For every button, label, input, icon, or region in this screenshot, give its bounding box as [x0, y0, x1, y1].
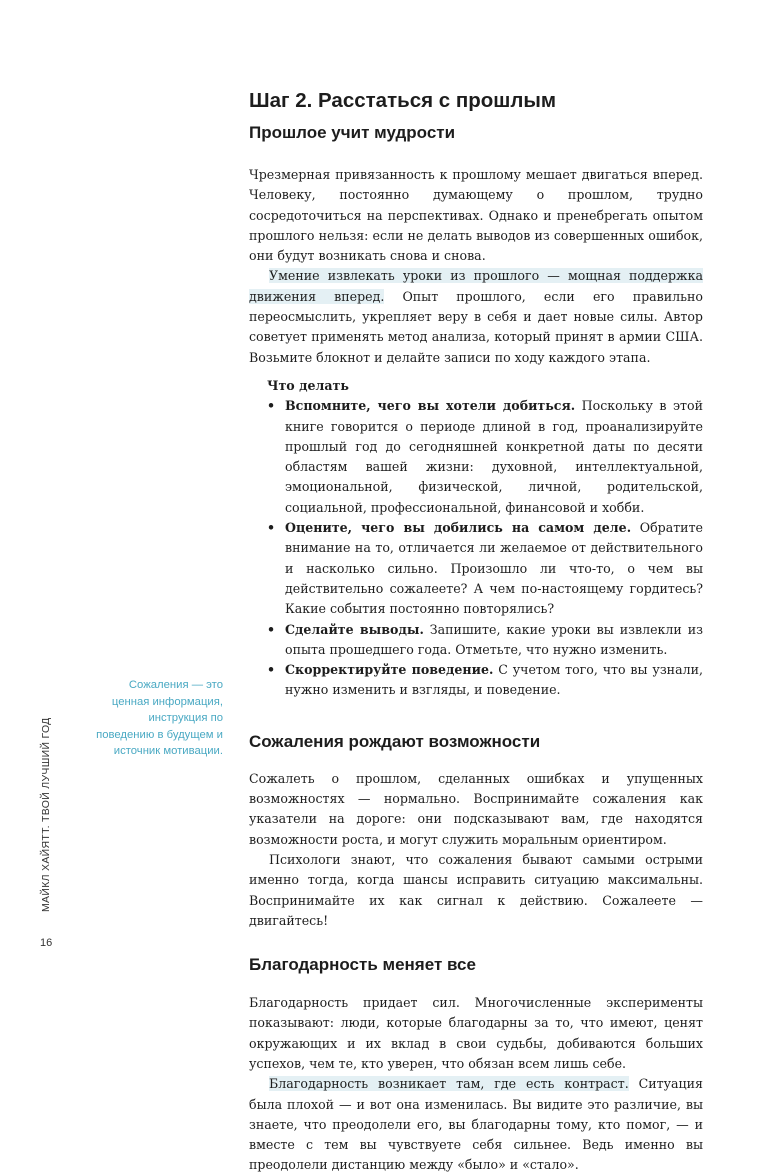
- list-item: [267, 518, 703, 619]
- todo-title: Что делать: [267, 377, 349, 393]
- list-item-lead: Вспомните, чего вы хотели добиться.: [285, 398, 576, 414]
- list-item: [267, 396, 703, 518]
- step-title: Шаг 2. Расстаться с прошлым: [249, 89, 557, 112]
- paragraph: [249, 266, 703, 367]
- section-title-regrets: Сожаления рождают возможности: [249, 731, 541, 751]
- list-item-lead: Сделайте выводы.: [285, 621, 424, 637]
- list-item-text: Запишите, какие уроки вы извлекли из опыта прошедшего года. Отметьте, что нужно изменить.: [285, 621, 703, 657]
- paragraph: Психологи знают, что сожаления бывают самыми острыми именно тогда, когда шансы исправить ситуацию максимальны. Воспринимайте их как сигнал к действию. Сожалеете — двигайтесь!: [249, 851, 703, 928]
- paragraph-text: Опыт прошлого, если его правильно переосмыслить, укрепляет веру в себя и дает новые силы. Автор советует применять метод анализа, который принят в армии США. Возьмите блокнот и делайте записи по ходу каждого этапа.: [249, 288, 703, 365]
- todo-block: [267, 376, 703, 701]
- list-item-lead: Оцените, чего вы добились на самом деле.: [285, 520, 632, 536]
- bullet-icon: •: [267, 398, 276, 414]
- list-item-lead: Скорректируйте поведение.: [285, 662, 494, 678]
- section-title-gratitude: Благодарность меняет все: [249, 955, 476, 975]
- page-number: 16: [40, 937, 53, 949]
- bullet-icon: •: [267, 662, 276, 678]
- bullet-icon: •: [267, 520, 276, 536]
- paragraph: Благодарность придает сил. Многочисленные эксперименты показывают: люди, которые благодарны за то, что имеют, ценят окружающих и их вклад в свои судьбы, добиваются больших успехов, чем те, кто уверен, что обязан всем лишь себе.: [249, 995, 703, 1071]
- list-item: [267, 660, 703, 701]
- highlighted-text: Умение извлекать уроки из прошлого — мощная поддержка движения вперед.: [249, 268, 703, 304]
- bullet-icon: •: [267, 621, 276, 637]
- paragraph-text: Ситуация была плохой — и вот она изменилась. Вы видите это различие, вы знаете, что преодолели его, вы благодарны тому, кто помог, — и вместе с тем вы чувствуете себя сильнее. Ведь именно вы преодолели дистанцию между «было» и «стало».: [249, 1076, 703, 1173]
- highlighted-text: Благодарность возникает там, где есть контраст.: [269, 1076, 629, 1092]
- paragraph: [249, 1074, 703, 1175]
- paragraph: Чрезмерная привязанность к прошлому мешает двигаться вперед. Человеку, постоянно думающему о прошлом, трудно сосредоточиться на перспективах. Однако и пренебрегать опытом прошлого нельзя: если не делать выводов из совершенных ошибок, они будут возникать снова и снова.: [249, 167, 703, 264]
- running-head: МАЙКЛ ХАЙЯТТ. ТВОЙ ЛУЧШИЙ ГОД: [40, 717, 52, 912]
- todo-list: [267, 396, 703, 700]
- list-item-text: Обратите внимание на то, отличается ли желаемое от действительного и насколько сильно. Произошло ли что-то, о чем вы действительно сожалеете? А чем по-настоящему гордитесь? Какие события постоянно повторялись?: [285, 520, 703, 617]
- list-item-text: Поскольку в этой книге говорится о периоде длиной в год, проанализируйте прошлый год до сегодняшней конкретной даты по десяти областям вашей жизни: духовной, интеллектуальной, эмоциональной, физической, личной, родительской, социальной, профессиональной, финансовой и хобби.: [285, 398, 703, 515]
- list-item-text: С учетом того, что вы узнали, нужно изменить и взгляды, и поведение.: [285, 662, 703, 698]
- sidenote: Сожаления — это ценная информация, инструкция по поведению в будущем и источник мотивации.: [96, 679, 223, 758]
- list-item: [267, 620, 703, 661]
- page-content: [249, 88, 703, 1176]
- section-title-past: Прошлое учит мудрости: [249, 123, 456, 142]
- paragraph: Сожалеть о прошлом, сделанных ошибках и упущенных возможностях — нормально. Воспринимайте сожаления как указатели на дороге: они подсказывают вам, где находятся возможности роста, и могут служить моральным ориентиром.: [249, 770, 703, 847]
